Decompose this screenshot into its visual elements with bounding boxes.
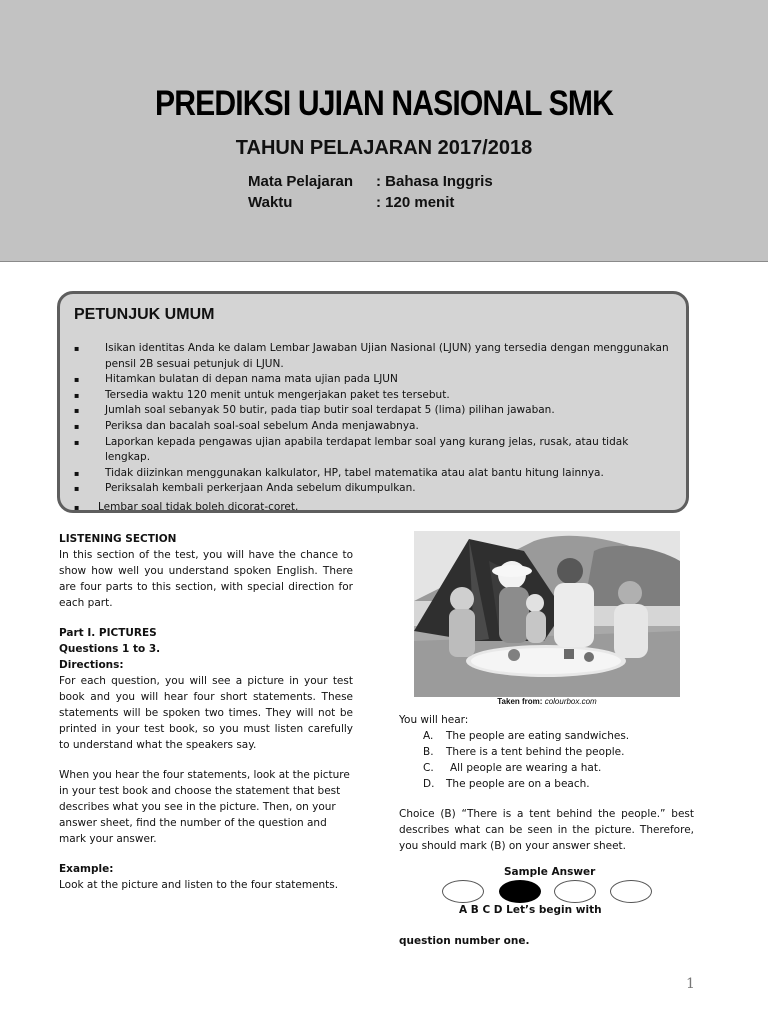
- title-ujian-nasional: UJIAN NASIONAL SMK: [297, 84, 613, 123]
- list-item: ▪ Periksalah kembali perkerjaan Anda sebelum dikumpulkan.: [72, 481, 672, 497]
- list-item: A. The people are eating sandwiches.: [423, 730, 630, 742]
- caption-label: Taken from:: [497, 697, 545, 706]
- answer-bubble-c: [554, 880, 596, 903]
- photo-caption: [414, 697, 680, 706]
- answer-letters-line: A B C D Let’s begin with: [459, 904, 602, 916]
- list-item: ▪ Periksa dan bacalah soal-soal sebelum Anda menjawabnya.: [72, 419, 672, 435]
- sample-answer-title: Sample Answer: [504, 866, 596, 878]
- list-item: ▪ Jumlah soal sebanyak 50 butir, pada tiap butir soal terdapat 5 (lima) pilihan jawaban.: [72, 403, 672, 419]
- bullet-icon: ▪: [74, 468, 80, 478]
- explanation-text: Choice (B) “There is a tent behind the people.” best describes what can be seen in the picture. Therefore, you should mark (B) on your answer sheet.: [399, 808, 694, 852]
- family-camping-photo: [414, 531, 680, 697]
- bullet-icon: ▪: [74, 406, 80, 416]
- list-item: ▪ Tidak diizinkan menggunakan kalkulator, HP, tabel matematika atau alat bantu hitung lainnya.: [72, 466, 672, 482]
- subject-value: : Bahasa Inggris: [376, 173, 493, 190]
- example-choices: [399, 728, 694, 792]
- bullet-icon: ▪: [74, 344, 80, 353]
- list-item: C. All people are wearing a hat.: [423, 762, 602, 774]
- example-section: [399, 712, 694, 854]
- bullet-icon: ▪: [74, 502, 80, 512]
- document-header: [0, 0, 768, 262]
- you-will-hear-label: You will hear:: [399, 714, 469, 726]
- listening-heading: LISTENING SECTION: [59, 533, 177, 545]
- instructions-list: [72, 341, 672, 516]
- list-item: ▪ Laporkan kepada pengawas ujian apabila terdapat lembar soal yang kurang jelas, rusak, atau tidak lengkap.: [74, 435, 629, 464]
- time-label: Waktu: [248, 194, 293, 211]
- listening-intro: In this section of the test, you will have the chance to show how well you understand spoken English. There are four parts to this section, with special direction for each part.: [59, 549, 353, 609]
- example-text: Look at the picture and listen to the four statements.: [59, 879, 339, 891]
- time-row: [248, 194, 454, 211]
- when-you-hear-text: When you hear the four statements, look at the picture in your test book and choose the statement that best describes what you see in the picture. Then, on your answer sheet, find the number of the question and mark your answer.: [59, 769, 350, 845]
- general-instructions-box: [57, 291, 689, 513]
- list-item: B. There is a tent behind the people.: [423, 746, 625, 758]
- answer-bubble-a: [442, 880, 484, 903]
- list-item: D. The people are on a beach.: [423, 778, 590, 790]
- list-item: ▪ Hitamkan bulatan di depan nama mata ujian pada LJUN: [72, 372, 672, 388]
- answer-bubble-b-filled: [499, 880, 541, 903]
- document-title: [54, 84, 714, 124]
- bullet-icon: ▪: [74, 390, 80, 400]
- directions-label: Directions:: [59, 659, 124, 671]
- bullet-icon: ▪: [74, 484, 80, 494]
- time-value: : 120 menit: [376, 194, 455, 211]
- directions-text: For each question, you will see a picture in your test book and you will hear four short statements. These statements will be spoken two times. They will not be printed in your test book, so you must listen carefully to understand what the speakers say.: [59, 675, 353, 751]
- page-number: 1: [686, 976, 695, 992]
- questions-range: Questions 1 to 3.: [59, 643, 161, 655]
- school-year: TAHUN PELAJARAN 2017/2018: [235, 137, 533, 159]
- camping-photo-illustration: [414, 531, 680, 697]
- list-item: ▪ Lembar soal tidak boleh dicorat-coret.: [72, 500, 672, 516]
- instructions-title: PETUNJUK UMUM: [74, 306, 215, 323]
- list-item: ▪ Tersedia waktu 120 menit untuk mengerjakan paket tes tersebut.: [72, 388, 672, 404]
- answer-bubble-d: [610, 880, 652, 903]
- part-title: Part I. PICTURES: [59, 627, 157, 639]
- caption-source: colourbox.com: [544, 697, 597, 706]
- list-item: ▪ Isikan identitas Anda ke dalam Lembar Jawaban Ujian Nasional (LJUN) yang tersedia dengan menggunakan pensil 2B sesuai petunjuk di LJUN.: [74, 342, 669, 370]
- title-prediksi: PREDIKSI: [155, 84, 298, 123]
- bullet-icon: ▪: [74, 421, 80, 431]
- bullet-icon: ▪: [74, 437, 80, 447]
- subject-label: Mata Pelajaran: [248, 173, 354, 190]
- listening-section: [59, 531, 353, 893]
- question-number-one: question number one.: [399, 935, 530, 947]
- subject-row: [248, 173, 493, 190]
- bullet-icon: ▪: [74, 375, 80, 385]
- example-label: Example:: [59, 863, 114, 875]
